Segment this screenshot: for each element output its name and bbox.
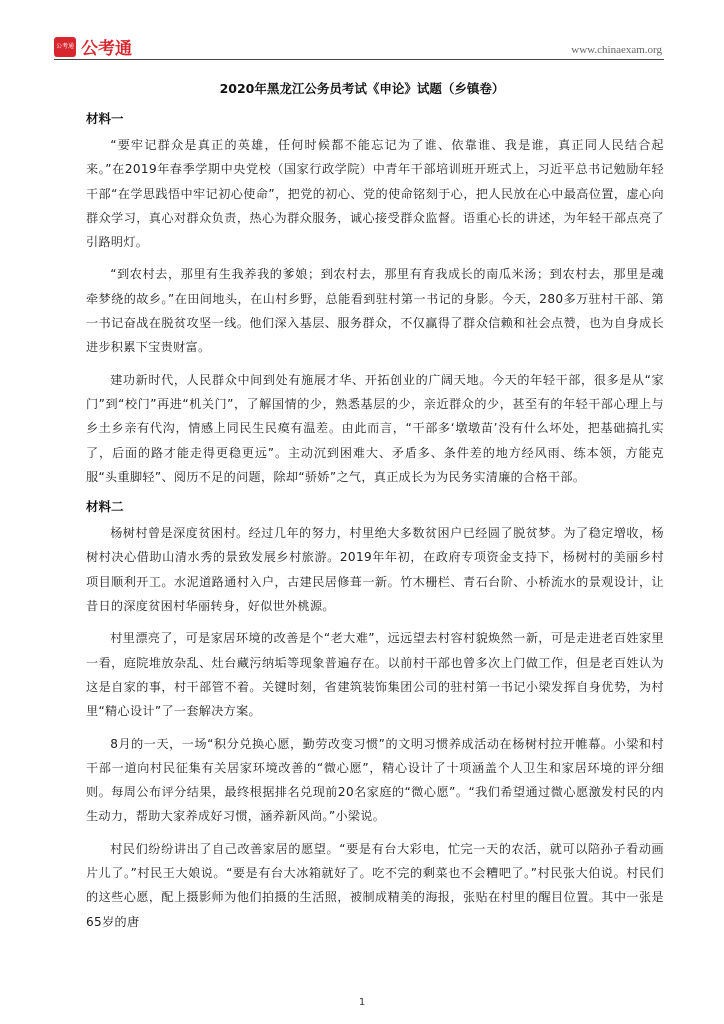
paragraph: 村里漂亮了，可是家居环境的改善是个“老大难”，远远望去村容村貌焕然一新，可是走进老百姓家里一看，庭院堆放杂乱、灶台藏污纳垢等现象普遍存在。以前村干部也曾多次上门做工作，但是老百姓认为这是自家的事，村干部管不着。关键时刻，省建筑装饰集团公司的驻村第一书记小梁发挥自身优势，为村里“精心设计”了一套解决方案。 bbox=[86, 631, 664, 719]
paragraph: 村民们纷纷讲出了自己改善家居的愿望。“要是有台大彩电，忙完一天的农活，就可以陪孙子看动画片儿了。”村民王大娘说。“要是有台大冰箱就好了。吃不完的剩菜也不会糟吧了。”村民张大伯说。村民们的这些心愿，配上摄影师为他们拍摄的生活照，被制成精美的海报，张贴在村里的醒目位置。其中一张是65岁的唐 bbox=[86, 841, 664, 929]
paragraph: 8月的一天，一场“积分兑换心愿，勤劳改变习惯”的文明习惯养成活动在杨树村拉开帷幕。小梁和村干部一道向村民征集有关居家环境改善的“微心愿”，精心设计了十项涵盖个人卫生和家居环境的评分细则。每周公布评分结果，最终根据排名兑现前20名家庭的“微心愿”。“我们希望通过微心愿激发村民的内生动力，帮助大家养成好习惯，涵养新风尚。”小梁说。 bbox=[86, 736, 664, 824]
paragraph: 杨树村曾是深度贫困村。经过几年的努力，村里绝大多数贫困户已经圆了脱贫梦。为了稳定增收，杨树村决心借助山清水秀的景致发展乡村旅游。2019年年初，在政府专项资金支持下，杨树村的美丽乡村项目顺利开工。水泥道路通村入户，古建民居修葺一新。竹木栅栏、青石台阶、小桥流水的景观设计，让昔日的深度贫困村华丽转身，好似世外桃源。 bbox=[86, 526, 664, 614]
document-body bbox=[86, 108, 664, 934]
site-url[interactable]: www.chinaexam.org bbox=[571, 44, 662, 56]
document-title: 2020年黑龙江公务员考试《申论》试题（乡镇卷） bbox=[219, 81, 505, 96]
section-heading-material-2: 材料二 bbox=[86, 499, 124, 515]
logo[interactable] bbox=[54, 34, 132, 59]
page-number: 1 bbox=[358, 997, 366, 1008]
section-heading-material-1: 材料一 bbox=[86, 111, 124, 126]
paragraph: “要牢记群众是真正的英雄，任何时候都不能忘记为了谁、依靠谁、我是谁，真正同人民结合起来。”在2019年春季学期中央党校（国家行政学院）中青年干部培训班开班式上，习近平总书记勉励年轻干部“在学思践悟中牢记初心使命”，把党的初心、党的使命铭刻于心，把人民放在心中最高位置，虚心向群众学习，真心对群众负责，热心为群众服务，诚心接受群众监督。语重心长的讲述，为年轻干部点亮了引路明灯。 bbox=[86, 138, 664, 250]
page-header bbox=[0, 0, 724, 62]
logo-text: 公考通 bbox=[81, 39, 132, 59]
logo-badge-icon: 公考通 bbox=[54, 37, 76, 57]
paragraph: 建功新时代，人民群众中间到处有施展才华、开拓创业的广阔天地。今天的年轻干部，很多是从“家门”到“校门”再进“机关门”，了解国情的少，熟悉基层的少，亲近群众的少，甚至有的年轻干部心理上与乡土乡亲有代沟，情感上同民生民瘼有温差。由此而言，“干部多‘墩墩苗’没有什么坏处，把基础搞扎实了，后面的路才能走得更稳更远”。主动沉到困难大、矛盾多、条件差的地方经风雨、练本领，方能克服“头重脚轻”、阅历不足的问题，除却“骄娇”之气，真正成长为为民务实清廉的合格干部。 bbox=[86, 372, 664, 484]
header-divider bbox=[54, 59, 664, 60]
paragraph: “到农村去，那里有生我养我的爹娘；到农村去，那里有育我成长的南瓜米汤；到农村去，那里是魂牵梦绕的故乡。”在田间地头，在山村乡野，总能看到驻村第一书记的身影。今天，280多万驻村干部、第一书记奋战在脱贫攻坚一线。他们深入基层、服务群众，不仅赢得了群众信赖和社会点赞，也为自身成长进步积累下宝贵财富。 bbox=[86, 267, 664, 355]
